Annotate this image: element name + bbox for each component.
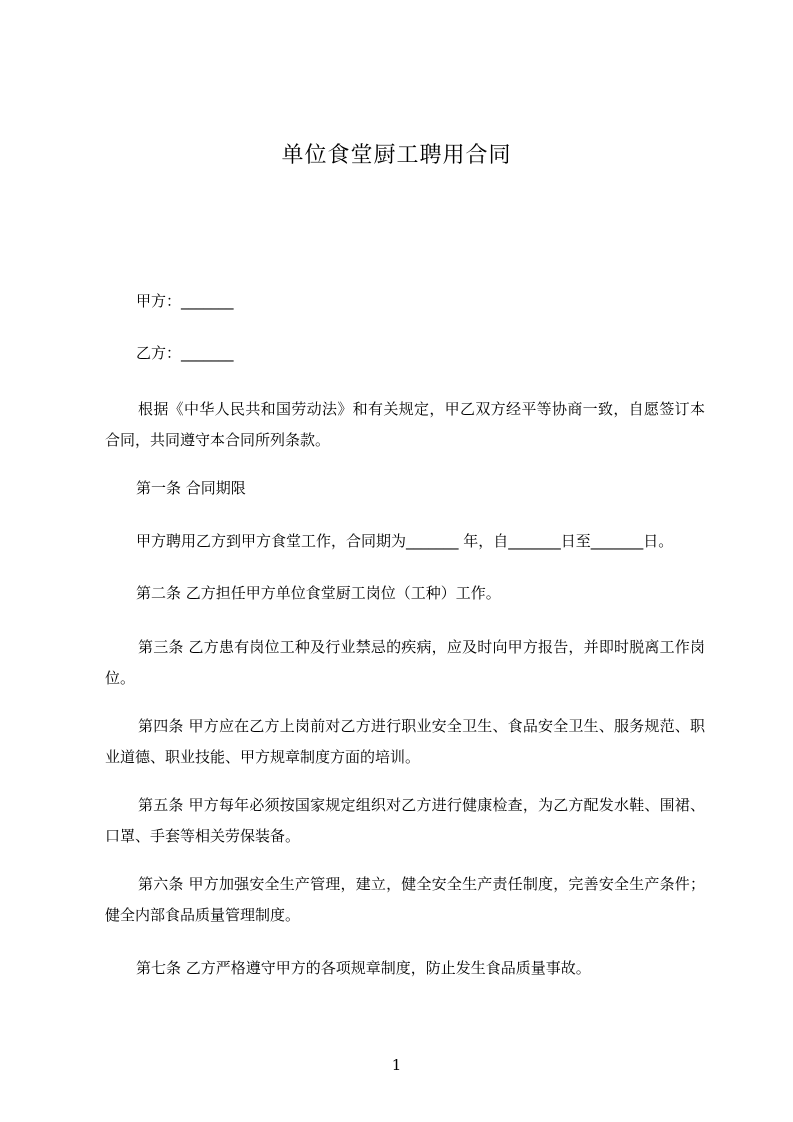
article-7-paragraph: 第七条 乙方严格遵守甲方的各项规章制度，防止发生食品质量事故。 xyxy=(136,959,591,977)
document-title: 单位食堂厨工聘用合同 xyxy=(281,143,512,168)
article-2-paragraph: 第二条 乙方担任甲方单位食堂厨工岗位（工种）工作。 xyxy=(136,584,501,602)
party-a-line: 甲方：_______ xyxy=(136,292,234,310)
article-1-heading: 第一条 合同期限 xyxy=(136,479,246,497)
article-5-paragraph: 第五条 甲方每年必须按国家规定组织对乙方进行健康检查，为乙方配发水鞋、围裙、口罩、手套等相关劳保装备。 xyxy=(105,796,705,845)
preamble-paragraph: 根据《中华人民共和国劳动法》和有关规定，甲乙双方经平等协商一致，自愿签订本合同，共同遵守本合同所列条款。 xyxy=(105,400,705,449)
article-1-body: 甲方聘用乙方到甲方食堂工作，合同期为_______ 年，自_______日至_______日。 xyxy=(136,532,674,550)
party-b-line: 乙方：_______ xyxy=(136,344,234,362)
article-3-paragraph: 第三条 乙方患有岗位工种及行业禁忌的疾病，应及时向甲方报告，并即时脱离工作岗位。 xyxy=(105,638,705,687)
article-4-paragraph: 第四条 甲方应在乙方上岗前对乙方进行职业安全卫生、食品安全卫生、服务规范、职业道德、职业技能、甲方规章制度方面的培训。 xyxy=(105,717,705,766)
article-6-paragraph: 第六条 甲方加强安全生产管理，建立，健全安全生产责任制度，完善安全生产条件；健全内部食品质量管理制度。 xyxy=(105,875,705,924)
page-number: 1 xyxy=(391,1056,402,1074)
